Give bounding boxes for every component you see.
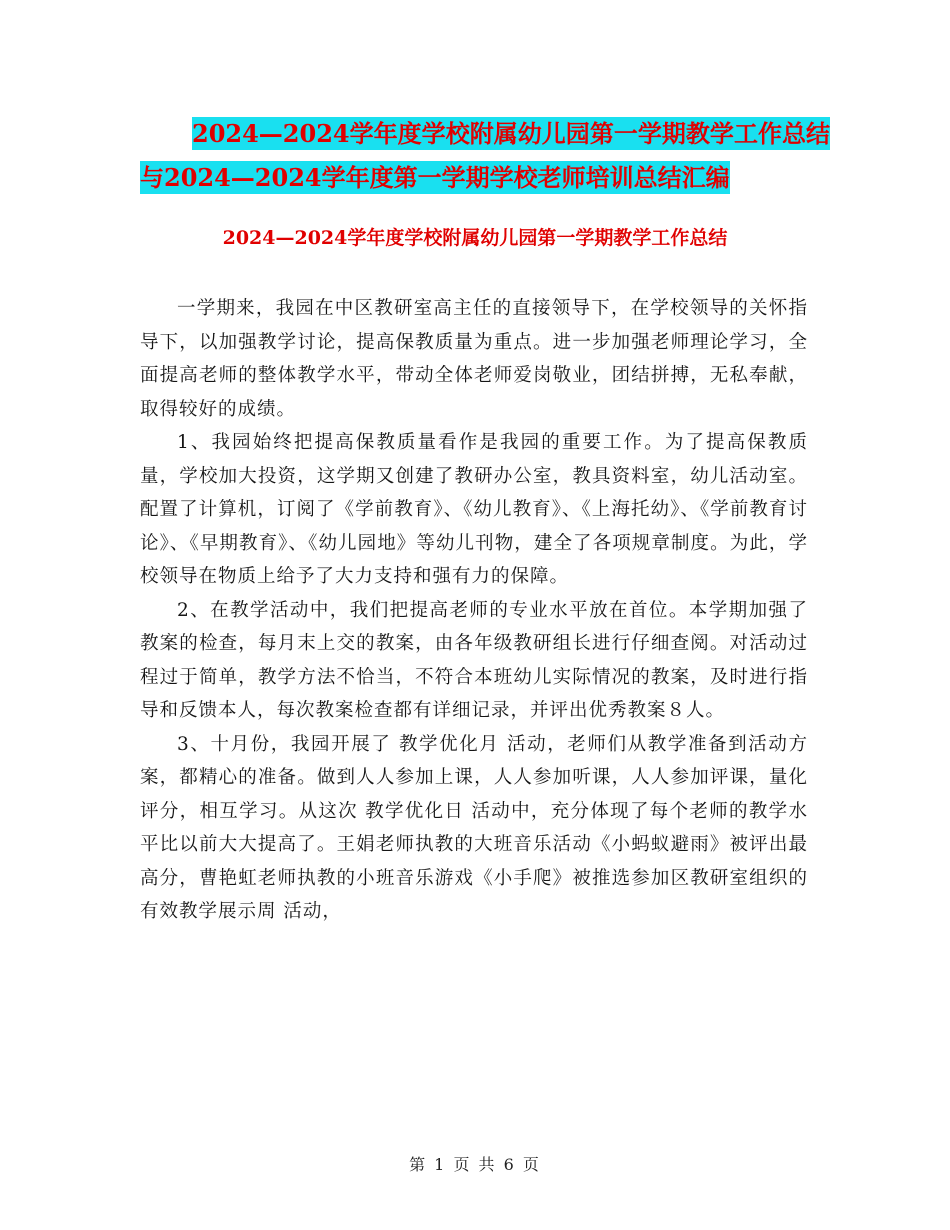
document-body bbox=[140, 292, 808, 929]
page-footer: 第 1 页 共 6 页 bbox=[409, 1155, 541, 1174]
main-title-text: 2024—2024学年度学校附属幼儿园第一学期教学工作总结与2024—2024学年度第一学期学校老师培训总结汇编 bbox=[140, 119, 830, 192]
paragraph-2: 2、在教学活动中，我们把提高老师的专业水平放在首位。本学期加强了教案的检查，每月末上交的教案，由各年级教研组长进行仔细查阅。对活动过程过于简单，教学方法不恰当，不符合本班幼儿实际情况的教案，及时进行指导和反馈本人，每次教案检查都有详细记录，并评出优秀教案８人。 bbox=[140, 599, 808, 721]
paragraph-3: 3、十月份，我园开展了 教学优化月 活动，老师们从教学准备到活动方案，都精心的准备。做到人人参加上课，人人参加听课，人人参加评课，量化评分，相互学习。从这次 教学优化日 活动中，充分体现了每个老师的教学水平比以前大大提高了。王娟老师执教的大班音乐活动《小蚂蚁避雨》被评出最高分，曹艳虹老师执教的小班音乐游戏《小手爬》被推选参加区教研室组织的 有效教学展示周 活动， bbox=[140, 733, 808, 922]
document-main-title bbox=[140, 112, 830, 200]
paragraph-intro: 一学期来，我园在中区教研室高主任的直接领导下，在学校领导的关怀指导下，以加强教学讨论，提高保教质量为重点。进一步加强老师理论学习，全面提高老师的整体教学水平，带动全体老师爱岗敬业，团结拼搏，无私奉献，取得较好的成绩。 bbox=[140, 298, 808, 420]
section-title: 2024—2024学年度学校附属幼儿园第一学期教学工作总结 bbox=[222, 227, 728, 249]
paragraph-1: 1、我园始终把提高保教质量看作是我园的重要工作。为了提高保教质量，学校加大投资，这学期又创建了教研办公室，教具资料室，幼儿活动室。配置了计算机，订阅了《学前教育》、《幼儿教育》、《上海托幼》、《学前教育讨论》、《早期教育》、《幼儿园地》等幼儿刊物，建全了各项规章制度。为此，学校领导在物质上给予了大力支持和强有力的保障。 bbox=[140, 432, 808, 587]
